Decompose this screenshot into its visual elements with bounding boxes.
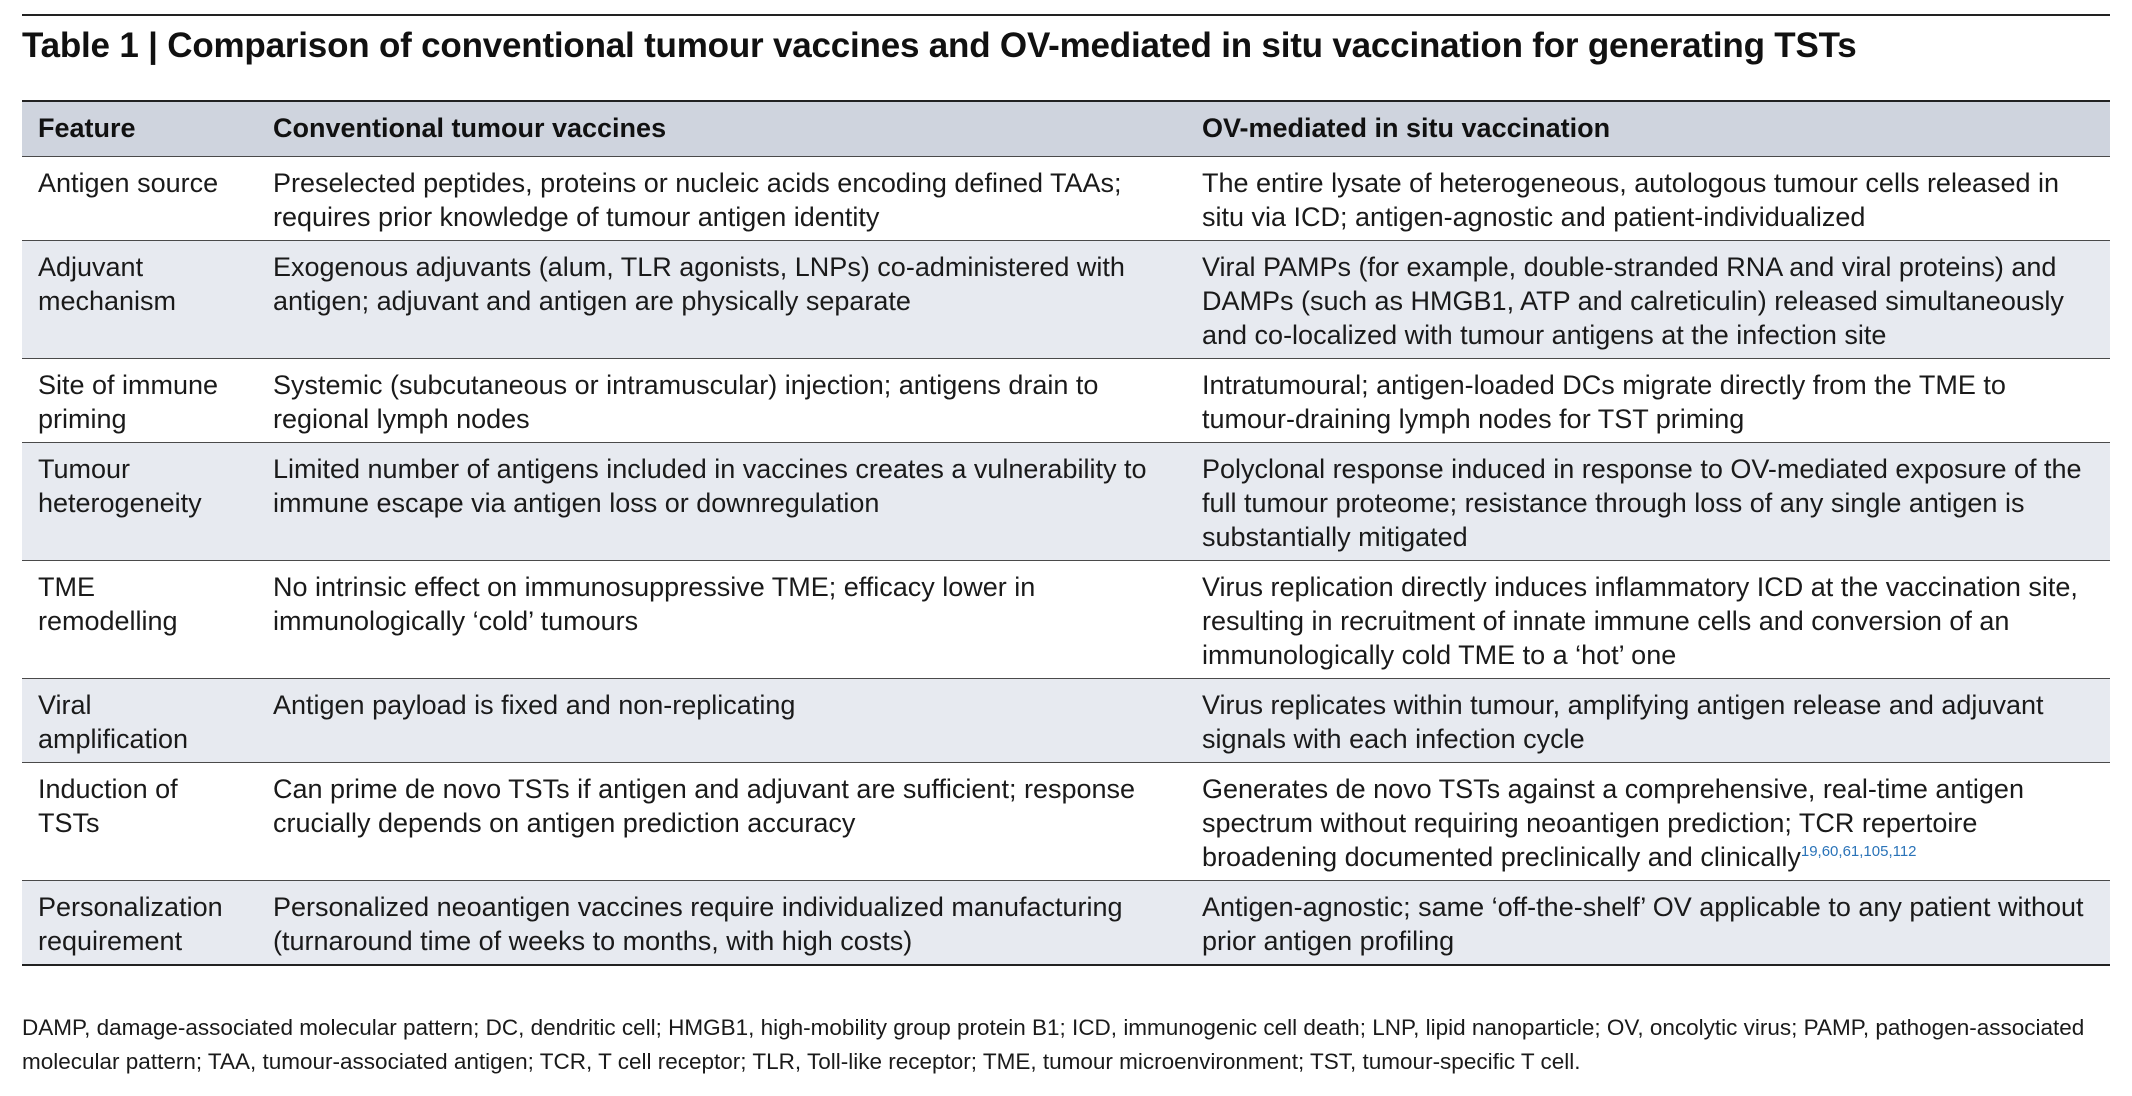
feature-cell: Antigen source xyxy=(22,157,257,241)
feature-cell: Viral amplification xyxy=(22,679,257,763)
table-row xyxy=(22,679,2110,763)
conventional-cell: Antigen payload is fixed and non-replicating xyxy=(257,679,1186,763)
column-header-feature: Feature xyxy=(22,101,257,157)
feature-cell: TME remodelling xyxy=(22,561,257,679)
top-rule xyxy=(22,14,2110,16)
table-row xyxy=(22,561,2110,679)
ov-cell: Virus replication directly induces inflammatory ICD at the vaccination site, resulting in recruitment of innate immune cells and conversion of an immunologically cold TME to a ‘hot’ one xyxy=(1186,561,2110,679)
conventional-cell: Preselected peptides, proteins or nucleic acids encoding defined TAAs; requires prior knowledge of tumour antigen identity xyxy=(257,157,1186,241)
column-header-ov: OV-mediated in situ vaccination xyxy=(1186,101,2110,157)
conventional-cell: Exogenous adjuvants (alum, TLR agonists, LNPs) co-administered with antigen; adjuvant and antigen are physically separate xyxy=(257,241,1186,359)
ov-cell xyxy=(1186,763,2110,881)
conventional-cell: Personalized neoantigen vaccines require individualized manufacturing (turnaround time of weeks to months, with high costs) xyxy=(257,881,1186,966)
table-row xyxy=(22,359,2110,443)
table-row xyxy=(22,241,2110,359)
ov-cell: Antigen-agnostic; same ‘off-the-shelf’ OV applicable to any patient without prior antigen profiling xyxy=(1186,881,2110,966)
column-header-conventional: Conventional tumour vaccines xyxy=(257,101,1186,157)
feature-cell: Site of immune priming xyxy=(22,359,257,443)
ov-cell: Virus replicates within tumour, amplifying antigen release and adjuvant signals with each infection cycle xyxy=(1186,679,2110,763)
feature-cell: Induction of TSTs xyxy=(22,763,257,881)
ov-cell: Polyclonal response induced in response to OV-mediated exposure of the full tumour proteome; resistance through loss of any single antigen is substantially mitigated xyxy=(1186,443,2110,561)
conventional-cell: Systemic (subcutaneous or intramuscular) injection; antigens drain to regional lymph nodes xyxy=(257,359,1186,443)
table-row xyxy=(22,881,2110,966)
feature-cell: Adjuvant mechanism xyxy=(22,241,257,359)
ov-cell: Viral PAMPs (for example, double-stranded RNA and viral proteins) and DAMPs (such as HMGB1, ATP and calreticulin) released simultaneously and co-localized with tumour antigens at the infection site xyxy=(1186,241,2110,359)
table-header-row xyxy=(22,101,2110,157)
conventional-cell: Can prime de novo TSTs if antigen and adjuvant are sufficient; response crucially depends on antigen prediction accuracy xyxy=(257,763,1186,881)
table-row xyxy=(22,157,2110,241)
ov-cell: Intratumoural; antigen-loaded DCs migrate directly from the TME to tumour-draining lymph nodes for TST priming xyxy=(1186,359,2110,443)
conventional-cell: Limited number of antigens included in vaccines creates a vulnerability to immune escape via antigen loss or downregulation xyxy=(257,443,1186,561)
table-footnote: DAMP, damage-associated molecular pattern; DC, dendritic cell; HMGB1, high-mobility group protein B1; ICD, immunogenic cell death; LNP, lipid nanoparticle; OV, oncolytic virus; PAMP, pathogen-associated molecular pattern; TAA, tumour-associated antigen; TCR, T cell receptor; TLR, Toll-like receptor; TME, tumour microenvironment; TST, tumour-specific T cell. xyxy=(22,1015,2085,1074)
table-row xyxy=(22,763,2110,881)
comparison-table-container xyxy=(22,100,2110,966)
conventional-cell: No intrinsic effect on immunosuppressive TME; efficacy lower in immunologically ‘cold’ tumours xyxy=(257,561,1186,679)
ov-cell-text: Generates de novo TSTs against a comprehensive, real-time antigen spectrum without requiring neoantigen prediction; TCR repertoire broadening documented preclinically and clinically xyxy=(1202,774,2024,872)
citation-link[interactable]: 19,60,61,105,112 xyxy=(1800,843,1917,860)
table-title: Table 1 | Comparison of conventional tumour vaccines and OV-mediated in situ vaccination for generating TSTs xyxy=(22,26,1857,65)
feature-cell: Tumour heterogeneity xyxy=(22,443,257,561)
feature-cell: Personalization requirement xyxy=(22,881,257,966)
table-row xyxy=(22,443,2110,561)
comparison-table xyxy=(22,100,2110,966)
ov-cell: The entire lysate of heterogeneous, autologous tumour cells released in situ via ICD; antigen-agnostic and patient-individualized xyxy=(1186,157,2110,241)
